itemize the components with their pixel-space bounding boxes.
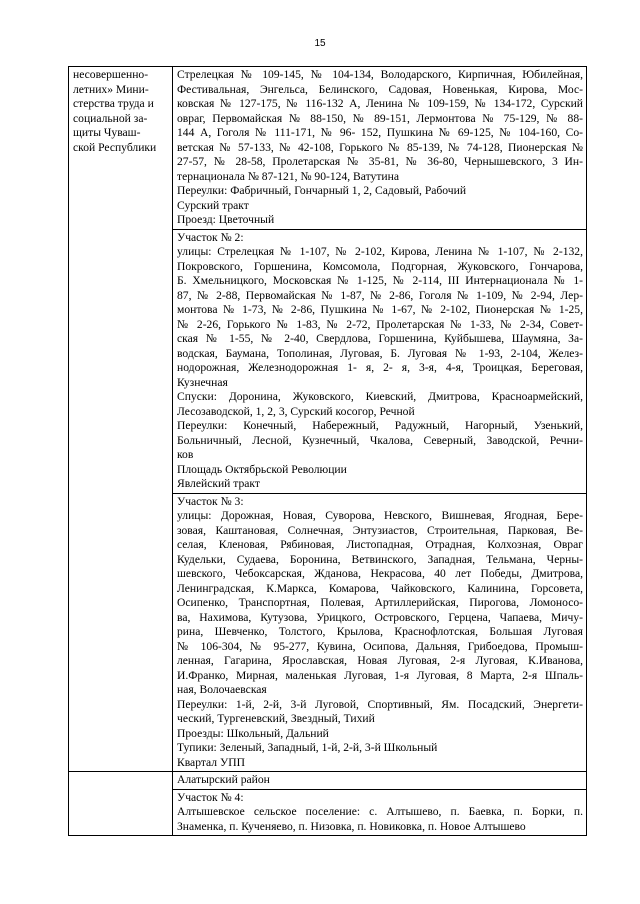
text-line: Участок № 3:: [177, 494, 244, 508]
text-line: ческий, Тургеневский, Звездный, Тихий: [177, 712, 375, 725]
district-1-cell: [173, 67, 587, 230]
text-line: Алтышевское сельское поселение: с. Алтышево, п. Баевка, п. Борки, п.: [177, 805, 583, 818]
text-line: Тупики: Зеленый, Западный, 1-й, 2-й, 3-й Школьный: [177, 741, 438, 754]
org-line: щиты Чуваш-: [73, 126, 141, 139]
text-line: 27-57, № 28-58, Пролетарская № 35-81, № 36-80, Чернышевского, 3 Ин-: [177, 155, 583, 168]
text-line: нодорожная, Железнодорожная 1- я, 2- я, 3-я, 4-я, Троицкая, Береговая,: [177, 361, 583, 374]
org-line: стерства труда и: [73, 97, 154, 110]
text-line: ков: [177, 448, 194, 461]
org-line: летних» Мини-: [73, 82, 149, 96]
text-line: Проезд: Цветочный: [177, 213, 275, 226]
table-row: [69, 772, 587, 790]
text-line: Ленинградская, К.Маркса, Комарова, Чайковского, Калинина, Горсовета,: [177, 581, 583, 595]
text-line: ская № 1-55, № 2-40, Свердлова, Горшенина, Куйбышева, Шаумяна, За-: [177, 332, 583, 345]
text-line: ковская № 127-175, № 116-132 А, Ленина № 109-159, № 134-172, Сурский: [177, 97, 583, 110]
org-line: несовершенно-: [73, 68, 149, 81]
text-line: Спуски: Доронина, Жуковского, Киевский, Дмитрова, Красноармейский,: [177, 390, 583, 403]
district-4-cell: [173, 789, 587, 836]
text-line: Лесозаводской, 1, 2, 3, Сурский косогор, Речной: [177, 404, 415, 418]
text-line: ная, Волочаевская: [177, 683, 267, 696]
table-row: [69, 67, 587, 230]
text-line: Переулки: 1-й, 2-й, 3-й Луговой, Спортивный, Ям. Посадский, Энергети-: [177, 697, 583, 711]
text-line: Покровского, Горшенина, Комсомола, Подгорная, Жуковского, Гончарова,: [177, 259, 583, 273]
text-line: Б. Хмельницкого, Московская № 1-125, № 2-114, III Интернационала № 1-: [177, 274, 583, 287]
text-line: Участок № 4:: [177, 790, 244, 804]
text-line: № 2-26, Горького № 1-83, № 2-72, Пролетарская № 1-33, № 2-34, Совет-: [177, 317, 583, 331]
text-line: 87, № 2-88, Первомайская № 1-87, № 2-86, Гоголя № 1-109, № 2-94, Лер-: [177, 288, 583, 302]
text-line: овраг, Первомайская № 88-150, № 89-151, Лермонтова № 75-129, № 88-: [177, 111, 583, 125]
text-line: ва, Нахимова, Кутузова, Урицкого, Островского, Герцена, Чапаева, Мичу-: [177, 610, 583, 624]
text-line: улицы: Дорожная, Новая, Суворова, Невского, Вишневая, Ягодная, Бере-: [177, 509, 583, 522]
text-line: Проезды: Школьный, Дальний: [177, 726, 329, 740]
organization-cell: [69, 67, 173, 772]
district-3-cell: [173, 493, 587, 772]
polling-districts-table: [68, 66, 587, 836]
text-line: ленная, Гагарина, Ярославская, Новая Луговая, 2-я Луговая, К.Иванова,: [177, 654, 583, 667]
text-line: И.Франко, Мирная, маленькая Луговая, 1-я Луговая, 8 Марта, 2-я Шпаль-: [177, 668, 583, 682]
text-line: тернационала № 87-121, № 90-124, Ватутина: [177, 169, 399, 183]
text-line: Переулки: Фабричный, Гончарный 1, 2, Садовый, Рабочий: [177, 184, 467, 197]
page-number: 15: [314, 38, 326, 49]
text-line: Фестивальная, Энгельса, Белинского, Садовая, Новенькая, Кирова, Мос-: [177, 82, 583, 96]
text-line: Знаменка, п. Кученяево, п. Низовка, п. Новиковка, п. Новое Алтышево: [177, 819, 526, 833]
text-line: Алатырский район: [177, 773, 270, 786]
text-line: шевского, Чебоксарская, Жданова, Некрасова, 40 лет Победы, Дмитрова,: [177, 567, 583, 580]
text-line: Участок № 2:: [177, 230, 244, 244]
org-line: социальной за-: [73, 111, 148, 125]
text-line: улицы: Стрелецкая № 1-107, № 2-102, Кирова, Ленина № 1-107, № 2-132,: [177, 245, 583, 258]
text-line: зовая, Каштановая, Солнечная, Энтузиастов, Строительная, Парковая, Ве-: [177, 523, 583, 537]
text-line: Кудельки, Судаева, Боронина, Ветвинского, Западная, Тельмана, Черны-: [177, 552, 583, 566]
text-line: 144 А, Гоголя № 111-171, № 96- 152, Пушкина № 69-125, № 104-160, Со-: [177, 126, 583, 139]
region-heading-cell: [173, 772, 587, 790]
org-line: ской Республики: [73, 140, 157, 154]
text-line: Стрелецкая № 109-145, № 104-134, Володарского, Кирпичная, Юбилейная,: [177, 68, 583, 81]
text-line: Площадь Октябрьской Революции: [177, 462, 347, 476]
text-line: Осипенко, Транспортная, Полевая, Артиллерийская, Пирогова, Ломоносо-: [177, 596, 583, 609]
text-line: Кузнечная: [177, 375, 228, 389]
text-line: водская, Баумана, Тополиная, Луговая, Б. Луговая № 1-93, 2-104, Желез-: [177, 346, 583, 360]
text-line: селая, Кленовая, Рябиновая, Листопадная, Отрадная, Колхозная, Овраг: [177, 538, 583, 551]
text-line: Сурский тракт: [177, 198, 249, 212]
text-line: ветская № 57-133, № 42-108, Горького № 85-139, № 74-128, Пионерская №: [177, 140, 583, 154]
text-line: Квартал УПП: [177, 755, 245, 769]
text-line: монтова № 1-73, № 2-86, Пушкина № 1-67, № 2-102, Пионерская № 1-25,: [177, 303, 583, 316]
text-line: № 106-304, № 95-277, Кувина, Осипова, Дальняя, Грибоедова, Промыш-: [177, 639, 583, 653]
text-line: Переулки: Конечный, Набережный, Радужный, Нагорный, Узенький,: [177, 419, 583, 432]
text-line: Больничный, Лесной, Кузнечный, Чкалова, Северный, Заводской, Речни-: [177, 433, 583, 447]
text-line: рина, Шевченко, Толстого, Крылова, Краснофлотская, Большая Луговая: [177, 625, 583, 638]
district-2-cell: [173, 229, 587, 493]
text-line: Явлейский тракт: [177, 477, 260, 490]
empty-cell: [69, 772, 173, 836]
